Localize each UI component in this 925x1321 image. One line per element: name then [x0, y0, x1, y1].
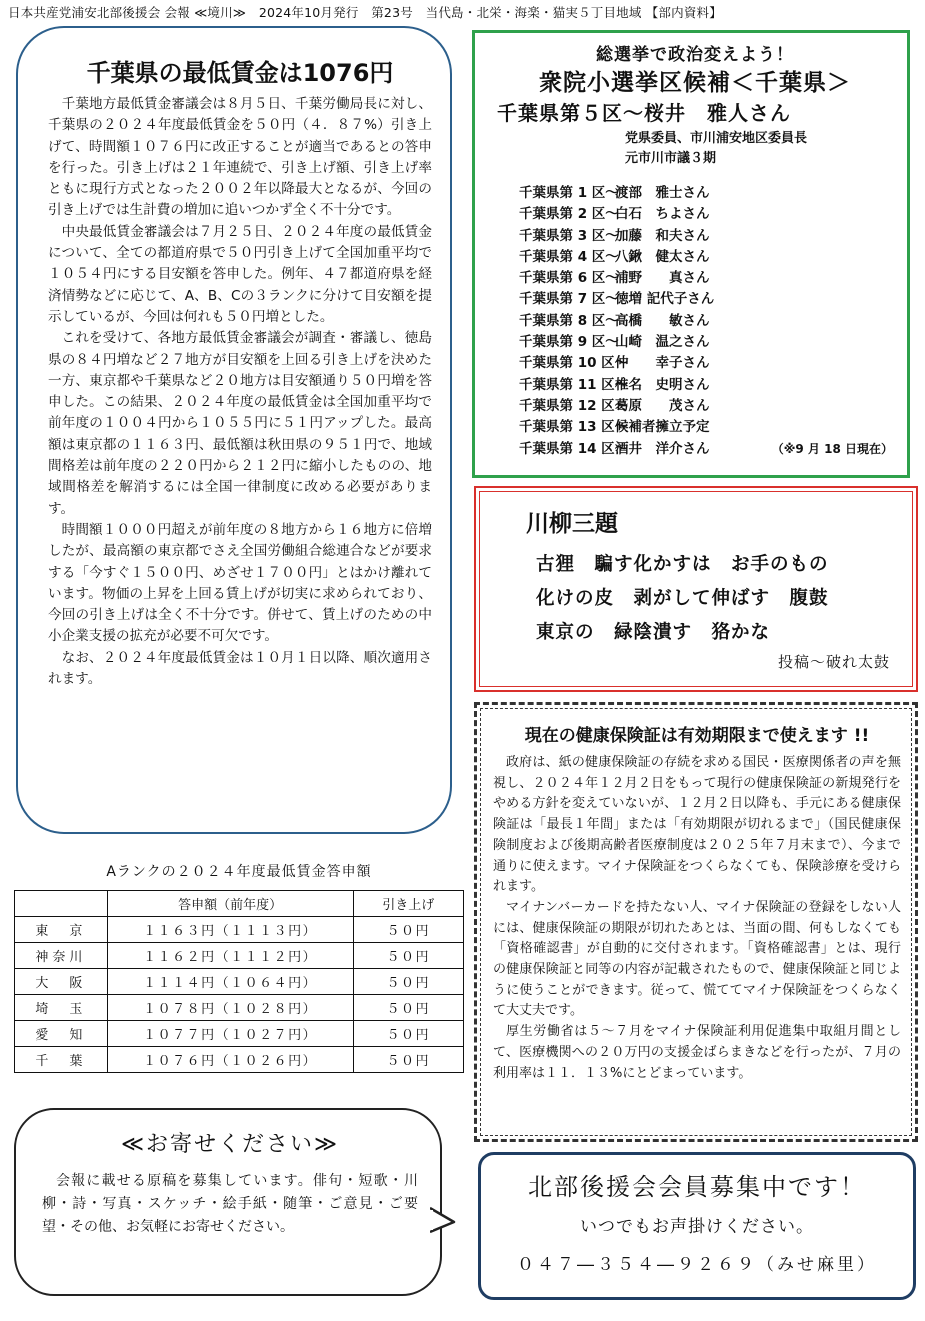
- as-of-date-note: （※9 月 18 日現在）: [771, 441, 893, 456]
- wage-article-title: 千葉県の最低賃金は1076円: [86, 59, 394, 87]
- featured-info-line: 党県委員、市川浦安地区委員長: [625, 131, 808, 146]
- candidate-district: 千葉県第 8 区～: [519, 312, 619, 329]
- minimum-wage-article: [16, 26, 452, 834]
- table-cell-increase: ５０円: [353, 969, 464, 995]
- candidate-district: 千葉県第 11 区～: [519, 376, 629, 393]
- table-cell-prefecture: 大 阪: [15, 969, 108, 995]
- candidate-district: 千葉県第 6 区～: [519, 270, 619, 287]
- election-slogan: 総選挙で政治変えよう！: [596, 45, 794, 65]
- health-insurance-article: [474, 702, 918, 1142]
- contribution-text: 会報に載せる原稿を募集しています。俳句・短歌・川柳・詩・写真・スケッチ・絵手紙・随筆・ご意見・ご要望・その他、お気軽にお寄せください。: [42, 1173, 418, 1235]
- candidate-row: [519, 375, 893, 396]
- table-cell-prefecture: 愛 知: [15, 1021, 108, 1047]
- candidate-name: 椎名 史明さん: [615, 376, 710, 393]
- candidate-district: 千葉県第 4 区～: [519, 248, 619, 265]
- recruitment-title: 北部後援会会員募集中です！: [528, 1173, 866, 1201]
- candidate-district: 千葉県第 12 区～: [519, 397, 629, 414]
- senryu-title: 川柳三題: [526, 511, 618, 537]
- candidate-name: 葛原 茂さん: [615, 397, 710, 414]
- featured-candidate: 千葉県第５区～桜井 雅人さん: [497, 101, 791, 125]
- candidate-row: [519, 268, 893, 289]
- candidate-row: [519, 439, 893, 460]
- table-cell-increase: ５０円: [353, 917, 464, 943]
- table-cell-amount: １１６３円（１１１３円）: [107, 917, 353, 943]
- candidate-name: 仲 幸子さん: [615, 355, 710, 372]
- candidate-name: 浦野 真さん: [615, 270, 710, 287]
- candidate-row: [519, 289, 893, 310]
- table-cell-increase: ５０円: [353, 943, 464, 969]
- candidate-row: [519, 247, 893, 268]
- candidate-row: [519, 226, 893, 247]
- candidate-district: 千葉県第 3 区～: [519, 227, 619, 244]
- candidate-name: 八鍬 健太さん: [615, 248, 710, 265]
- senryu-line: 東京の 緑陰潰す 狢かな: [536, 622, 771, 643]
- wage-article-body: [48, 94, 432, 690]
- table-cell-increase: ５０円: [353, 1021, 464, 1047]
- table-header: [15, 891, 108, 917]
- health-paragraph: マイナンバーカードを持たない人、マイナ保険証の登録をしない人には、健康保険証の期限が切れたあとは、当面の間、何もしなくても「資格確認書」が自動的に交付されます。「資格確認書」とは、現行の健康保険証と同等の内容が記載されたもので、健康保険証と同じように使うことができます。従って、慌ててマイナ保険証をつくらなくて大丈夫です。: [493, 899, 901, 1019]
- wage-paragraph: なお、２０２４年度最低賃金は１０月１日以降、順次適用されます。: [48, 649, 432, 688]
- table-cell-prefecture: 東 京: [15, 917, 108, 943]
- table-row: [15, 995, 464, 1021]
- table-row: [15, 1047, 464, 1073]
- senryu-line: 化けの皮 剥がして伸ばす 腹鼓: [536, 588, 829, 609]
- candidate-row: [519, 204, 893, 225]
- table-cell-amount: １０７８円（１０２８円）: [107, 995, 353, 1021]
- candidate-name: 高橋 敏さん: [615, 312, 710, 329]
- senryu-box: [474, 486, 918, 692]
- candidate-name: 加藤 和夫さん: [615, 227, 710, 244]
- table-row: [15, 943, 464, 969]
- speech-bubble-tail: [430, 1206, 456, 1236]
- candidate-district: 千葉県第 14 区～: [519, 440, 629, 457]
- candidate-district: 千葉県第 7 区～: [519, 291, 619, 308]
- contribution-title: ≪お寄せください≫: [120, 1132, 340, 1157]
- candidate-row: [519, 183, 893, 204]
- wage-paragraph: 中央最低賃金審議会は７月２５日、２０２４年度の最低賃金について、全ての都道府県で５０円引き上げて全国加重平均で１０５４円にする目安額を答申した。例年、４７都道府県を経済情勢などに応じて、A、B、Cの３ランクに分けて目安額を提示しているが、今回は何れも５０円増とした。: [48, 223, 432, 325]
- featured-info-line: 元市川市議３期: [625, 151, 717, 166]
- candidate-district: 千葉県第 9 区～: [519, 334, 619, 351]
- candidate-row: [519, 311, 893, 332]
- candidate-name: 徳増 記代子さん: [615, 291, 715, 308]
- candidate-district: 千葉県第 10 区～: [519, 355, 629, 372]
- table-cell-amount: １１６２円（１１１２円）: [107, 943, 353, 969]
- newsletter-header: 日本共産党浦安北部後援会 会報 ≪境川≫ 2024年10月発行 第23号 当代島・北栄・海楽・猫実５丁目地域 【部内資料】: [8, 5, 722, 20]
- candidate-name: 白石 ちよさん: [615, 206, 710, 223]
- table-cell-amount: １０７７円（１０２７円）: [107, 1021, 353, 1047]
- candidate-name: 渡部 雅士さん: [615, 185, 710, 201]
- candidate-row: [519, 417, 893, 438]
- member-recruitment-box: [478, 1152, 916, 1300]
- senryu-line: 古狸 騙す化かすは お手のもの: [536, 554, 829, 575]
- wage-paragraph: 千葉地方最低賃金審議会は８月５日、千葉労働局長に対し、千葉県の２０２４年度最低賃金を５０円（４．８７%）引き上げて、時間額１０７６円に改正することが適当であるとの答申を行った。引き上げは２１年連続で、引き上げ額、引き上げ率ともに現行方式となった２００２年以降最大となるが、今回の引き上げでは生計費の増加に追いつかず全く不十分です。: [48, 96, 432, 219]
- contribution-request-box: [14, 1108, 442, 1296]
- featured-candidate-info: [497, 129, 893, 169]
- table-row: [15, 917, 464, 943]
- table-cell-increase: ５０円: [353, 995, 464, 1021]
- candidate-list: [497, 183, 893, 460]
- election-candidates-box: [472, 30, 910, 478]
- candidate-district: 千葉県第 2 区～: [519, 206, 619, 223]
- table-cell-prefecture: 埼 玉: [15, 995, 108, 1021]
- table-cell-increase: ５０円: [353, 1047, 464, 1073]
- wage-paragraph: 時間額１０００円超えが前年度の８地方から１６地方に倍増したが、最高額の東京都でさえ全国労働組合総連合などが要求する「今すぐ１５００円、めざせ１７００円」とはかけ離れています。物価の上昇を上回る賃上げが切実に求められており、今回の引き上げは全く不十分です。併せて、賃上げのための中小企業支援の拡充が必要不可欠です。: [48, 521, 432, 645]
- candidate-name: 酒井 洋介さん: [615, 440, 710, 457]
- candidate-row: [519, 396, 893, 417]
- table-header: 答申額（前年度）: [107, 891, 353, 917]
- senryu-byline: 投稿～破れ太鼓: [777, 653, 890, 671]
- wage-paragraph: これを受けて、各地方最低賃金審議会が調査・審議し、徳島県の８４円増など２７地方が目安額を上回る引き上げを決めた一方、東京都や千葉県など２０地方は目安額通り５０円増を答申した。この結果、２０２４年度の最低賃金は全国加重平均で前年度の１００４円から１０５５円に５１円アップした。最高額は東京都の１１６３円、最低額は秋田県の９５１円で、地域間格差は前年度の２２０円から２１２円に縮小したものの、地域間格差を解消するには全国一律制度に改める必要があります。: [48, 330, 432, 517]
- election-title: 衆院小選挙区候補＜千葉県＞: [539, 70, 851, 96]
- table-cell-amount: １１１４円（１０６４円）: [107, 969, 353, 995]
- health-article-title: 現在の健康保険証は有効期限まで使えます !!: [524, 726, 870, 746]
- table-header-row: [15, 891, 464, 917]
- contact-phone: ０４７―３５４―９２６９（みせ麻里）: [517, 1255, 877, 1275]
- candidate-district: 千葉県第 1 区～: [519, 185, 619, 201]
- health-paragraph: 厚生労働省は５～７月をマイナ保険証利用促進集中取組月間として、医療機関への２０万円の支援金ばらまきなどを行ったが、７月の利用率は１１．１３%にとどまっています。: [493, 1024, 901, 1081]
- candidate-district: 千葉県第 13 区～: [519, 419, 629, 436]
- candidate-name: 山崎 温之さん: [615, 334, 710, 351]
- health-paragraph: 政府は、紙の健康保険証の存続を求める国民・医療関係者の声を無視し、２０２４年１２月２日をもって現行の健康保険証の新規発行をやめる方針を変えていないが、１２月２日以降も、手元にある健康保険証は「最長１年間」または「有効期限が切れるまで」（国民健康保険制度および後期高齢者医療制度は２０２５年７月末まで）、今まで通りに使えます。マイナ保険証をつくらなくても、保険診療を受けられます。: [493, 755, 901, 895]
- table-row: [15, 1021, 464, 1047]
- table-header: 引き上げ: [353, 891, 464, 917]
- candidate-row: [519, 353, 893, 374]
- table-row: [15, 969, 464, 995]
- wage-table: [14, 890, 464, 1073]
- health-inner-frame: [480, 708, 912, 1136]
- table-cell-amount: １０７６円（１０２６円）: [107, 1047, 353, 1073]
- senryu-inner-frame: [479, 491, 913, 687]
- wage-table-caption: Aランクの２０２４年度最低賃金答申額: [106, 864, 372, 880]
- table-cell-prefecture: 神奈川: [15, 943, 108, 969]
- candidate-name: 候補者擁立予定: [615, 419, 710, 436]
- recruitment-subtitle: いつでもお声掛けください。: [580, 1217, 814, 1237]
- table-cell-prefecture: 千 葉: [15, 1047, 108, 1073]
- candidate-row: [519, 332, 893, 353]
- health-article-body: [493, 753, 901, 1084]
